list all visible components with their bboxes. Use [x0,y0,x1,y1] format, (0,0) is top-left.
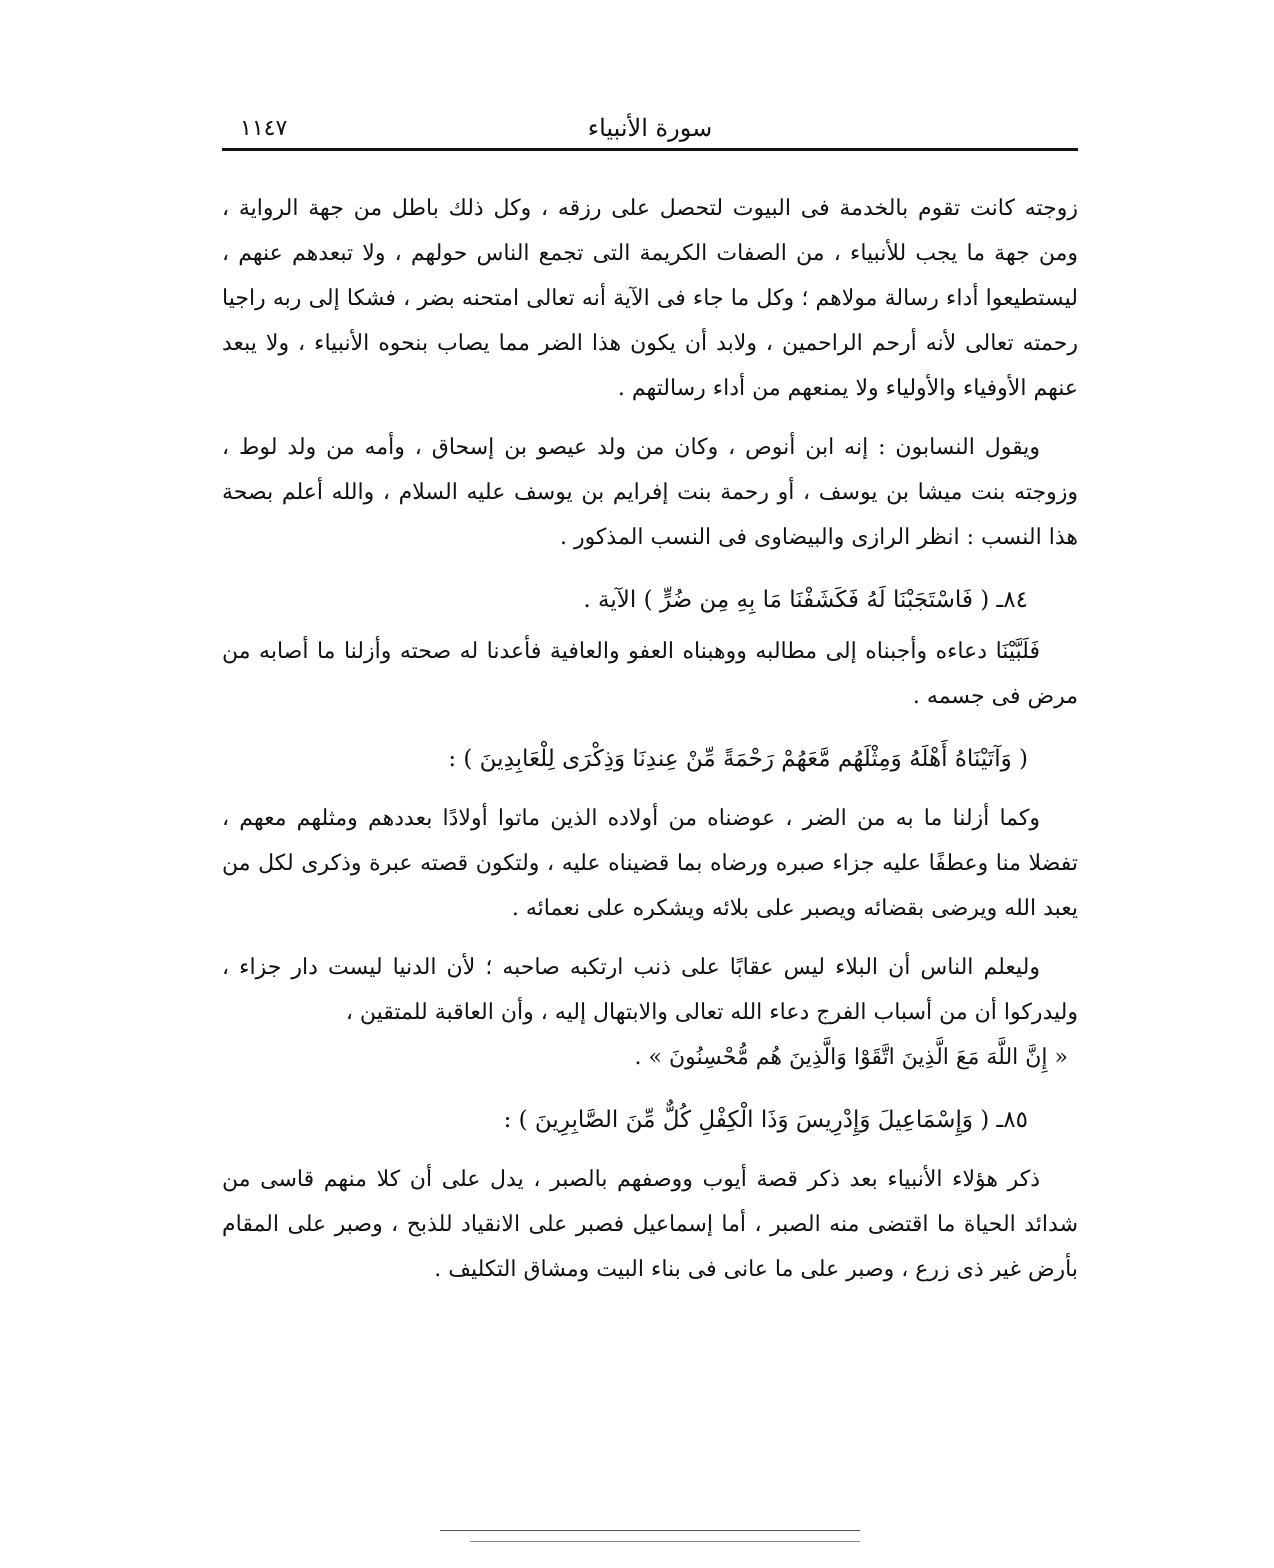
header-rule [222,148,1078,151]
paragraph-3: فَلَبَّيْنَا دعاءه وأجبناه إلى مطالبه ووهبناه العفو والعافية فأعدنا له صحته وأزلنا ما أصابه من مرض فى جسمه . [222,639,1078,709]
verse-85-heading: ٨٥ـ ( وَإِسْمَاعِيلَ وَإِدْرِيسَ وَذَا الْكِفْلِ كُلٌّ مِّنَ الصَّابِرِينَ ) : [503,1107,1028,1133]
footer-rule [440,1530,860,1531]
paragraph-1: زوجته كانت تقوم بالخدمة فى البيوت لتحصل على رزقه ، وكل ذلك باطل من جهة الرواية ، ومن جهة ما يجب للأنبياء ، من الصفات الكريمة التى تجمع الناس حولهم ، ولا تبعدهم عنهم ، ليستطيعوا أداء رسالة مولاهم ؛ وكل ما جاء فى الآية أنه تعالى امتحنه بضر ، فشكا إلى ربه راجيا رحمته تعالى لأنه أرحم الراحمين ، ولابد أن يكون هذا الضر مما يصاب بنحوه الأنبياء ، ولا يبعد عنهم الأوفياء والأولياء ولا يمنعهم من أداء رسالتهم . [222,196,1078,401]
surah-title: سورة الأنبياء [587,114,713,142]
footer-rule-secondary [470,1541,860,1542]
paragraph-6: ذكر هؤلاء الأنبياء بعد ذكر قصة أيوب ووصفهم بالصبر ، يدل على أن كلا منهم قاسى من شدائد الحياة ما اقتضى منه الصبر ، أما إسماعيل فصبر على الانقياد للذبح ، وصبر على المقام بأرض غير ذى زرع ، وصبر على ما عانى فى بناء البيت ومشاق التكليف . [222,1167,1078,1282]
quran-quote: « إِنَّ اللَّهَ مَعَ الَّذِينَ اتَّقَوْا وَالَّذِينَ هُم مُّحْسِنُونَ » . [634,1045,1068,1070]
page-body [222,186,1078,1292]
paragraph-4: وكما أزلنا ما به من الضر ، عوضناه من أولاده الذين ماتوا أولادًا بعددهم ومثلهم معهم ، تفضلا منا وعطفًا عليه جزاء صبره ورضاه بما قضيناه عليه ، ولتكون قصته عبرة وذكرى لكل من يعبد الله ويرضى بقضائه ويصبر على بلائه ويشكره على نعمائه . [222,806,1078,921]
paragraph-2: ويقول النسابون : إنه ابن أنوص ، وكان من ولد عيصو بن إسحاق ، وأمه من ولد لوط ، وزوجته بنت ميشا بن يوسف ، أو رحمة بنت إفرايم بن يوسف عليه السلام ، والله أعلم بصحة هذا النسب : انظر الرازى والبيضاوى فى النسب المذكور . [222,435,1078,550]
verse-84-continuation: ( وَآتَيْنَاهُ أَهْلَهُ وَمِثْلَهُم مَّعَهُمْ رَحْمَةً مِّنْ عِندِنَا وَذِكْرَى لِلْعَابِدِينَ ) : [448,746,1028,772]
page-header [222,108,1078,148]
paragraph-5: وليعلم الناس أن البلاء ليس عقابًا على ذنب ارتكبه صاحبه ؛ لأن الدنيا ليست دار جزاء ، وليدركوا أن من أسباب الفرج دعاء الله تعالى والابتهال إليه ، وأن العاقبة للمتقين ، [222,955,1078,1025]
page-number: ١١٤٧ [240,116,288,141]
verse-84-heading: ٨٤ـ ( فَاسْتَجَبْنَا لَهُ فَكَشَفْنَا مَا بِهِ مِن ضُرٍّ ) الآية . [583,587,1028,613]
